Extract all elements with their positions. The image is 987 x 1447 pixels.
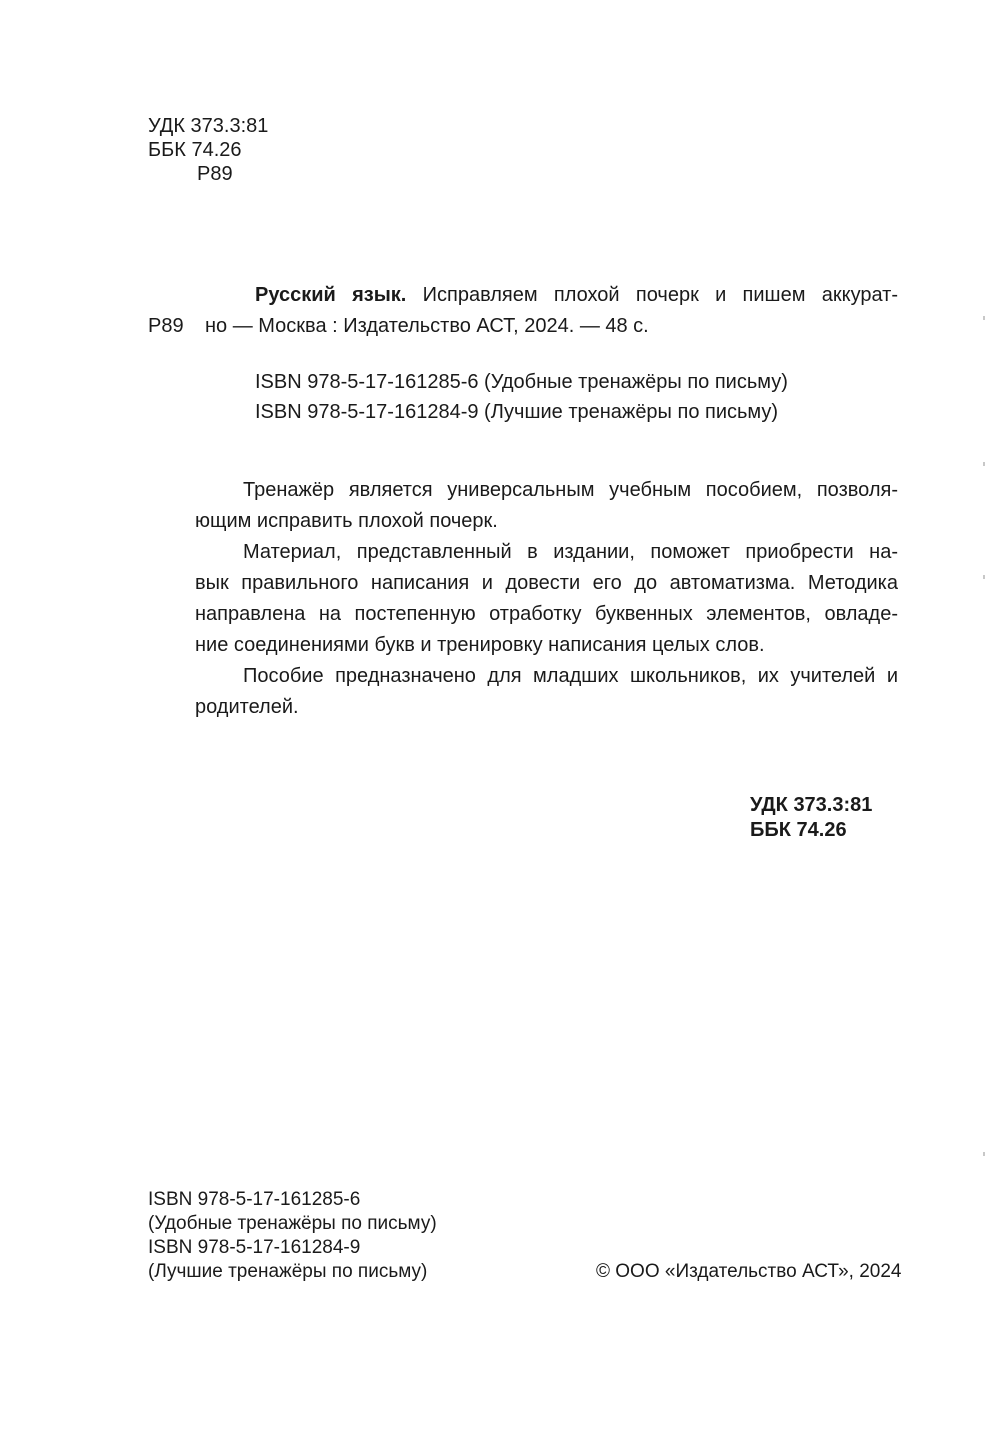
scan-mark	[983, 316, 985, 320]
annotation-p2-line2: вык правильного написания и довести его до автоматизма. Методика	[195, 572, 898, 594]
annotation-p2-line4: ние соединениями букв и тренировку написания целых слов.	[195, 634, 765, 656]
entry-imprint-line: но — Москва : Издательство АСТ, 2024. — 48 с.	[205, 315, 649, 337]
annotation-p3-line1: Пособие предназначено для младших школьников, их учителей и	[243, 665, 898, 687]
entry-title-line	[255, 283, 898, 307]
author-mark-top: Р89	[197, 163, 233, 185]
entry-isbn-1: ISBN 978-5-17-161285-6 (Удобные тренажёры по письму)	[255, 371, 788, 393]
udk-code-top: УДК 373.3:81	[148, 115, 269, 137]
udk-code-bold: УДК 373.3:81	[750, 794, 873, 816]
scan-mark	[983, 1152, 985, 1156]
annotation-p2-line3: направлена на постепенную отработку буквенных элементов, овладе-	[195, 603, 898, 625]
annotation-p1-line2: ющим исправить плохой почерк.	[195, 510, 498, 532]
bbk-code-top: ББК 74.26	[148, 139, 242, 161]
annotation-p2-line1: Материал, представленный в издании, поможет приобрести на-	[243, 541, 898, 563]
scan-mark	[983, 575, 985, 579]
bottom-isbn-1: ISBN 978-5-17-161285-6	[148, 1189, 361, 1210]
bottom-series-2: (Лучшие тренажёры по письму)	[148, 1261, 428, 1282]
annotation-p3-line2: родителей.	[195, 696, 299, 718]
scan-mark	[983, 462, 985, 466]
entry-author-mark: Р89	[148, 315, 184, 337]
annotation-p1-line1: Тренажёр является универсальным учебным пособием, позволя-	[243, 479, 898, 501]
bottom-series-1: (Удобные тренажёры по письму)	[148, 1213, 437, 1234]
bottom-isbn-2: ISBN 978-5-17-161284-9	[148, 1237, 361, 1258]
copyright-notice: © ООО «Издательство АСТ», 2024	[596, 1261, 902, 1282]
entry-title-bold: Русский язык.	[255, 284, 407, 306]
bbk-code-bold: ББК 74.26	[750, 819, 847, 841]
entry-isbn-2: ISBN 978-5-17-161284-9 (Лучшие тренажёры по письму)	[255, 401, 779, 423]
entry-title-rest: Исправляем плохой почерк и пишем аккурат-	[422, 284, 898, 306]
